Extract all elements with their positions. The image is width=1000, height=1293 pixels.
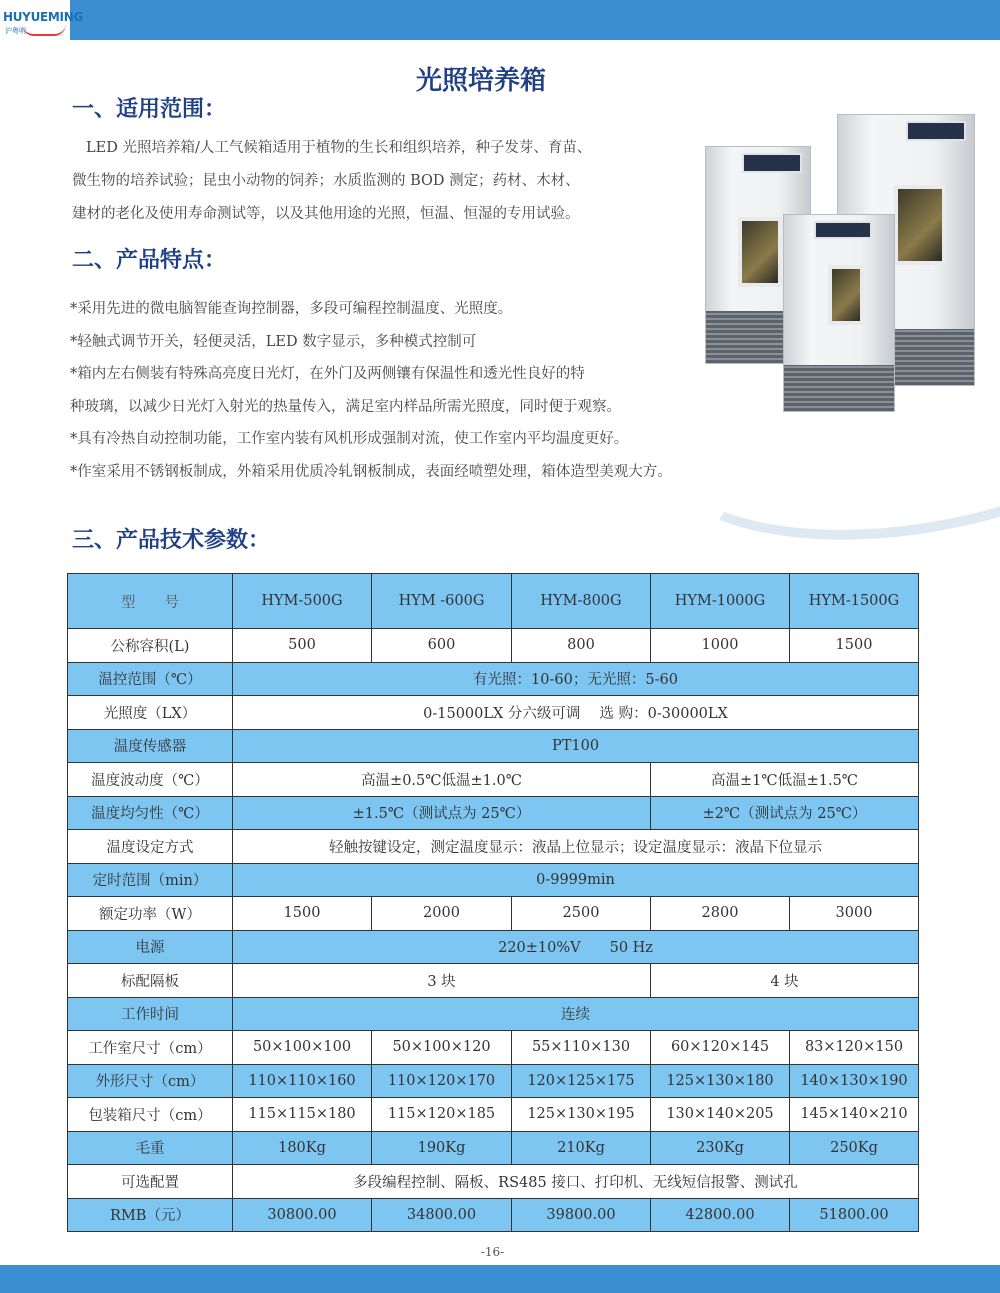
logo xyxy=(0,0,84,40)
table-cell: 60×120×145 xyxy=(651,1031,790,1065)
table-row xyxy=(68,662,919,696)
cabinet-small xyxy=(783,214,895,412)
table-cell: HYM -600G xyxy=(372,574,512,629)
table-cell: 600 xyxy=(372,629,512,663)
table-cell: 高温±0.5℃低温±1.0℃ xyxy=(233,763,651,797)
table-row xyxy=(68,796,919,830)
table-cell: 1000 xyxy=(651,629,790,663)
table-cell: 型 号 xyxy=(68,574,233,629)
table-cell: 83×120×150 xyxy=(790,1031,919,1065)
table-cell: 145×140×210 xyxy=(790,1098,919,1132)
table-cell: 温度波动度（℃） xyxy=(68,763,233,797)
table-cell: RMB（元） xyxy=(68,1198,233,1232)
table-cell: 130×140×205 xyxy=(651,1098,790,1132)
table-cell: 包装箱尺寸（cm） xyxy=(68,1098,233,1132)
table-row xyxy=(68,1165,919,1199)
section-heading-scope: 一、适用范围： xyxy=(72,96,227,122)
table-cell: 毛重 xyxy=(68,1131,233,1165)
table-cell: 温控范围（℃） xyxy=(68,662,233,696)
table-cell: 800 xyxy=(512,629,651,663)
feature-item: 种玻璃，以减少日光灯入射光的热量传入，满足室内样品所需光照度，同时便于观察。 xyxy=(70,398,621,415)
table-row xyxy=(68,1031,919,1065)
table-cell: 34800.00 xyxy=(372,1198,512,1232)
table-cell: 51800.00 xyxy=(790,1198,919,1232)
table-cell: 230Kg xyxy=(651,1131,790,1165)
table-cell: ±2℃（测试点为 25℃） xyxy=(651,796,919,830)
table-cell: 1500 xyxy=(233,897,372,931)
table-cell: 120×125×175 xyxy=(512,1064,651,1098)
control-panel xyxy=(814,221,872,239)
table-cell: 2000 xyxy=(372,897,512,931)
table-cell: 公称容积(L) xyxy=(68,629,233,663)
table-cell: 温度传感器 xyxy=(68,729,233,763)
table-cell: PT100 xyxy=(233,729,919,763)
table-cell: 125×130×180 xyxy=(651,1064,790,1098)
table-cell: 50×100×120 xyxy=(372,1031,512,1065)
feature-item: *采用先进的微电脑智能查询控制器，多段可编程控制温度、光照度。 xyxy=(70,301,513,317)
scope-paragraph xyxy=(72,132,672,231)
feature-item: *具有冷热自动控制功能，工作室内装有风机形成强制对流，使工作室内平均温度更好。 xyxy=(70,431,629,447)
table-row xyxy=(68,629,919,663)
features-list xyxy=(70,293,790,488)
table-cell: 3000 xyxy=(790,897,919,931)
table-cell: 多段编程控制、隔板、RS485 接口、打印机、无线短信报警、测试孔 xyxy=(233,1165,919,1199)
table-cell: 连续 xyxy=(233,997,919,1031)
table-cell: 电源 xyxy=(68,930,233,964)
control-panel xyxy=(742,153,802,173)
table-row xyxy=(68,897,919,931)
page-number: -16- xyxy=(480,1245,505,1259)
table-cell: 50×100×100 xyxy=(233,1031,372,1065)
table-row xyxy=(68,1064,919,1098)
table-cell: 39800.00 xyxy=(512,1198,651,1232)
table-cell: 工作室尺寸（cm） xyxy=(68,1031,233,1065)
table-cell: ±1.5℃（测试点为 25℃） xyxy=(233,796,651,830)
cabinet-window xyxy=(828,265,864,325)
table-cell: 55×110×130 xyxy=(512,1031,651,1065)
table-cell: 轻触按键设定，测定温度显示：液晶上位显示；设定温度显示：液晶下位显示 xyxy=(233,830,919,864)
table-cell: 4 块 xyxy=(651,964,919,998)
table-cell: 220±10%V 50 Hz xyxy=(233,930,919,964)
top-banner xyxy=(0,0,1000,40)
table-cell: HYM-800G xyxy=(512,574,651,629)
section-heading-specs: 三、产品技术参数： xyxy=(72,527,271,553)
cabinet-window xyxy=(894,185,946,265)
table-cell: 1500 xyxy=(790,629,919,663)
table-cell: 3 块 xyxy=(233,964,651,998)
table-cell: 2800 xyxy=(651,897,790,931)
table-cell: 190Kg xyxy=(372,1131,512,1165)
table-row xyxy=(68,997,919,1031)
table-cell: 210Kg xyxy=(512,1131,651,1165)
table-cell: 500 xyxy=(233,629,372,663)
table-row xyxy=(68,1098,919,1132)
logo-subtext: 沪粤明 xyxy=(5,27,26,35)
table-row xyxy=(68,863,919,897)
table-cell: 125×130×195 xyxy=(512,1098,651,1132)
table-cell: 有光照：10-60；无光照：5-60 xyxy=(233,662,919,696)
feature-item: *轻触式调节开关，轻便灵活，LED 数字显示，多种模式控制可 xyxy=(70,333,477,350)
page-title: 光照培养箱 xyxy=(415,66,546,96)
table-cell: 温度设定方式 xyxy=(68,830,233,864)
table-cell: 42800.00 xyxy=(651,1198,790,1232)
logo-text: HUYUEMING xyxy=(3,10,84,24)
table-cell: 0-15000LX 分六级可调 选 购：0-30000LX xyxy=(233,696,919,730)
table-row xyxy=(68,763,919,797)
bottom-banner xyxy=(0,1265,1000,1293)
table-cell: 180Kg xyxy=(233,1131,372,1165)
table-cell: 温度均匀性（℃） xyxy=(68,796,233,830)
table-cell: 110×120×170 xyxy=(372,1064,512,1098)
table-cell: 额定功率（W） xyxy=(68,897,233,931)
table-row xyxy=(68,830,919,864)
spec-table xyxy=(67,573,919,1232)
table-row xyxy=(68,1131,919,1165)
cabinet-window xyxy=(738,217,782,287)
table-row xyxy=(68,1198,919,1232)
table-cell: 定时范围（min） xyxy=(68,863,233,897)
table-cell: 250Kg xyxy=(790,1131,919,1165)
table-row xyxy=(68,729,919,763)
table-cell: 高温±1℃低温±1.5℃ xyxy=(651,763,919,797)
table-row xyxy=(68,930,919,964)
table-cell: HYM-1000G xyxy=(651,574,790,629)
table-cell: 30800.00 xyxy=(233,1198,372,1232)
feature-item: *作室采用不锈钢板制成，外箱采用优质冷轧钢板制成，表面经喷塑处理，箱体造型美观大方。 xyxy=(70,463,672,480)
control-panel xyxy=(906,121,966,141)
table-cell: 115×120×185 xyxy=(372,1098,512,1132)
table-cell: 115×115×180 xyxy=(233,1098,372,1132)
table-cell: 0-9999min xyxy=(233,863,919,897)
table-header-row xyxy=(68,574,919,629)
table-cell: 标配隔板 xyxy=(68,964,233,998)
table-cell: 外形尺寸（cm） xyxy=(68,1064,233,1098)
section-heading-features: 二、产品特点： xyxy=(72,247,227,273)
scope-line: 建材的老化及使用寿命测试等，以及其他用途的光照，恒温、恒湿的专用试验。 xyxy=(72,206,580,222)
table-cell: 140×130×190 xyxy=(790,1064,919,1098)
table-row xyxy=(68,964,919,998)
cabinet-grille xyxy=(784,365,894,411)
logo-swoosh-icon xyxy=(22,24,66,36)
table-cell: HYM-500G xyxy=(233,574,372,629)
scope-line: 微生物的培养试验；昆虫小动物的饲养；水质监测的 BOD 测定；药材、木材、 xyxy=(72,173,580,189)
table-cell: 110×110×160 xyxy=(233,1064,372,1098)
table-cell: HYM-1500G xyxy=(790,574,919,629)
table-cell: 2500 xyxy=(512,897,651,931)
table-cell: 光照度（LX） xyxy=(68,696,233,730)
table-cell: 可选配置 xyxy=(68,1165,233,1199)
table-row xyxy=(68,696,919,730)
table-cell: 工作时间 xyxy=(68,997,233,1031)
scope-line: LED 光照培养箱/人工气候箱适用于植物的生长和组织培养，种子发芽、育苗、 xyxy=(86,140,592,156)
feature-item: *箱内左右侧装有特殊高亮度日光灯，在外门及两侧镶有保温性和透光性良好的特 xyxy=(70,366,585,382)
